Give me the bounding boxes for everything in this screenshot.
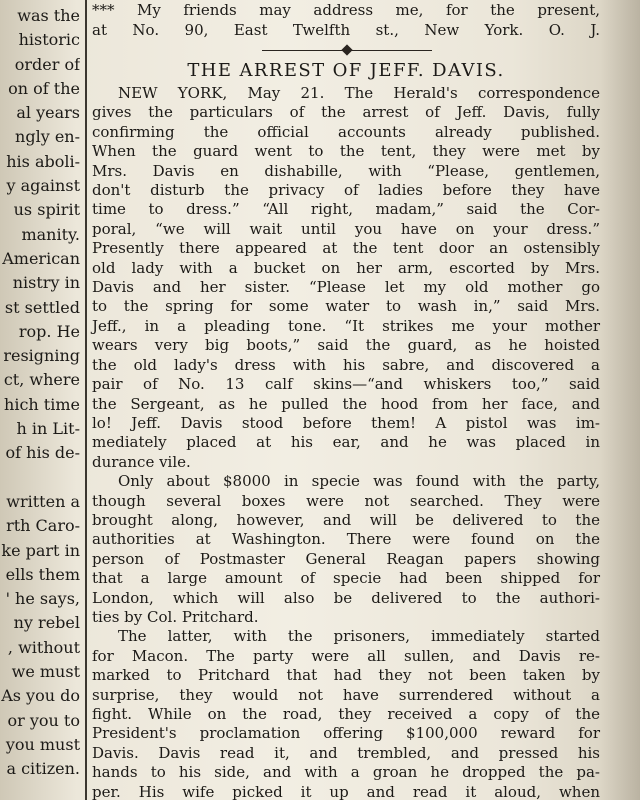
left-column-line: on of the xyxy=(8,78,80,98)
header-line-1: *** My friends may address me, for the present, xyxy=(92,1,600,19)
left-column-line: order of xyxy=(14,54,80,74)
article-line: When the guard went to the tent, they were met by xyxy=(92,142,600,161)
left-column-line: manity. xyxy=(21,224,80,244)
left-column-line: h in Lit- xyxy=(16,419,80,439)
left-column-line: his aboli- xyxy=(6,151,80,171)
article-line: pair of No. 13 calf skins—“and whiskers too,” said xyxy=(92,375,600,394)
left-column-line: was the xyxy=(17,6,80,25)
left-column-line: we must xyxy=(11,662,80,682)
article-line: Only about $8000 in specie was found with the party, xyxy=(118,472,600,491)
article-line: poral, “we will wait until you have on your dress.” xyxy=(92,219,600,238)
left-column-line xyxy=(0,466,80,490)
article-line: confirming the official accounts already published. xyxy=(92,122,600,141)
article-line: mediately placed at his ear, and he was placed in xyxy=(92,433,600,452)
column-rule xyxy=(85,0,87,800)
article-line: that a large amount of specie had been shipped for xyxy=(92,569,600,588)
article-line: gives the particulars of the arrest of Jeff. Davis, fully xyxy=(92,103,600,122)
article-line: for Macon. The party were all sullen, and Davis re- xyxy=(92,646,600,665)
article-line: the Sergeant, as he pulled the hood from her face, and xyxy=(92,394,600,413)
article-line: Davis and her sister. “Please let my old mother go xyxy=(92,278,600,297)
article-body xyxy=(92,84,600,800)
left-column-line: written a xyxy=(6,491,80,511)
left-column-line: historic xyxy=(18,30,80,50)
left-column-line: ke part in xyxy=(1,540,80,560)
article-line: old lady with a bucket on her arm, escorted by Mrs. xyxy=(92,258,600,277)
article-line: brought along, however, and will be delivered to the xyxy=(92,510,600,529)
left-column-line: nistry in xyxy=(12,273,80,293)
left-column-line: st settled xyxy=(4,297,80,317)
article-line: The latter, with the prisoners, immediately started xyxy=(118,627,600,646)
left-column-line: of his de- xyxy=(5,443,80,463)
divider-diamond-icon xyxy=(341,44,352,55)
article-paragraph xyxy=(92,472,600,627)
article-line: authorities at Washington. There were found on the xyxy=(92,530,600,549)
article-line: lo! Jeff. Davis stood before them! A pistol was im- xyxy=(92,413,600,432)
article-line: the old lady's dress with his sabre, and discovered a xyxy=(92,355,600,374)
left-column-line: ells them xyxy=(5,564,80,584)
article-line: durance vile. xyxy=(92,452,191,471)
article-line: person of Postmaster General Reagan papers showing xyxy=(92,549,600,568)
left-column-line: ny rebel xyxy=(13,613,80,633)
article-line: don't disturb the privacy of ladies before they have xyxy=(92,181,600,200)
left-column-line: a citizen. xyxy=(6,759,80,779)
article-line: Mrs. Davis en dishabille, with “Please, gentlemen, xyxy=(92,161,600,180)
left-column-line: American xyxy=(2,248,80,268)
article-line: to the spring for some water to wash in,” said Mrs. xyxy=(92,297,600,316)
left-column-line: al years xyxy=(16,103,80,123)
left-column-line: you must xyxy=(5,734,80,754)
article-line: ties by Col. Pritchard. xyxy=(92,607,259,626)
article-line: fight. While on the road, they received a copy of the xyxy=(92,705,600,723)
article-line: surprise, they would not have surrendered without a xyxy=(92,685,600,704)
article-paragraph xyxy=(92,84,600,472)
page-edge-shadow xyxy=(600,0,640,800)
left-column-line: y against xyxy=(6,176,80,196)
article-line: per. His wife picked it up and read it aloud, when xyxy=(92,782,600,800)
article-line: though several boxes were not searched. They were xyxy=(92,491,600,510)
section-divider xyxy=(92,43,600,57)
left-column-line: rth Caro- xyxy=(6,516,80,536)
left-column-line: ct, where xyxy=(3,370,80,390)
left-column-line: rop. He xyxy=(18,321,80,341)
article-line: Presently there appeared at the tent door an ostensibly xyxy=(92,239,600,258)
article-line: Jeff., in a pleading tone. “It strikes me your mother xyxy=(92,316,600,335)
article-line: marked to Pritchard that had they not been taken by xyxy=(92,666,600,685)
left-column-line: , without xyxy=(7,637,80,657)
left-column-line: resigning xyxy=(3,346,80,366)
article-line: President's proclamation offering $100,000 reward for xyxy=(92,724,600,743)
article-line: NEW YORK, May 21. The Herald's correspondence xyxy=(118,84,600,102)
article-line: time to dress.” “All right, madam,” said the Cor- xyxy=(92,200,600,219)
left-column-line: us spirit xyxy=(13,200,80,220)
left-column-line: ngly en- xyxy=(15,127,80,147)
left-column-line: or you to xyxy=(7,710,80,730)
article-line: London, which will also be delivered to the authori- xyxy=(92,588,600,607)
header-line-2: at No. 90, East Twelfth st., New York. O. J. xyxy=(92,21,600,39)
article-line: wears very big boots,” said the guard, as he hoisted xyxy=(92,336,600,355)
left-column-line: As you do xyxy=(1,686,80,706)
left-column-line: ' he says, xyxy=(5,589,80,609)
article-line: hands to his side, and with a groan he dropped the pa- xyxy=(92,763,600,782)
left-column-line: hich time xyxy=(4,394,80,414)
article-column xyxy=(92,0,600,800)
article-line: Davis. Davis read it, and trembled, and pressed his xyxy=(92,743,600,762)
article-paragraph xyxy=(92,627,600,800)
article-title: THE ARREST OF JEFF. DAVIS. xyxy=(187,60,505,81)
left-column-text xyxy=(0,4,80,782)
